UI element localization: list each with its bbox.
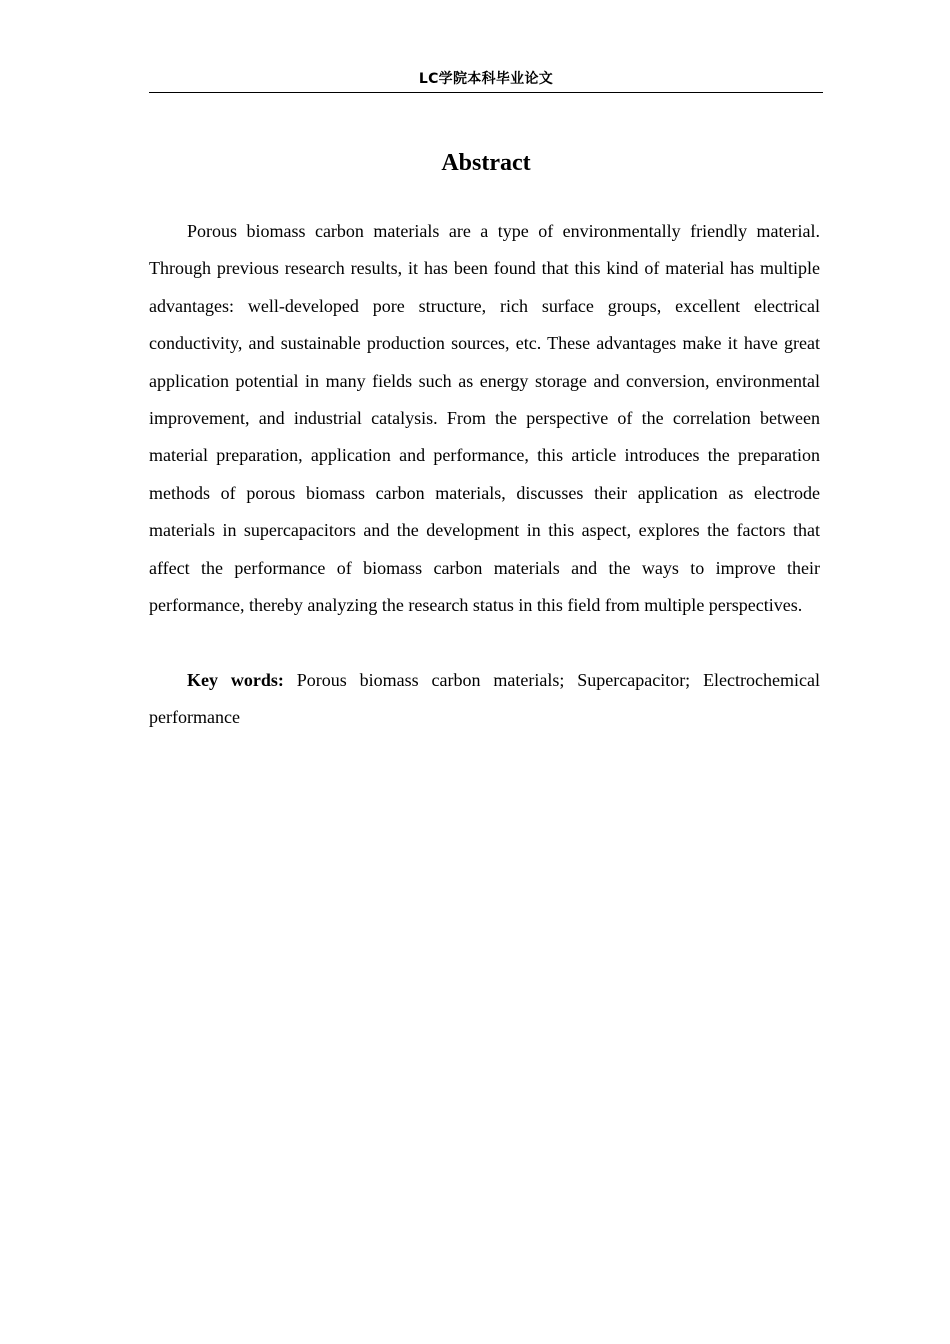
keywords-text: Porous biomass carbon materials; Supercapacitor; Electrochemical performance: [149, 670, 820, 728]
abstract-body: Porous biomass carbon materials are a type of environmentally friendly material. Through previous research results, it has been found that this kind of material has multiple advantages: well-developed pore structure, rich surface groups, excellent electrical conductivity, and sustainable production sources, etc. These advantages make it have great application potential in many fields such as energy storage and conversion, environmental improvement, and industrial catalysis. From the perspective of the correlation between material preparation, application and performance, this article introduces the preparation methods of porous biomass carbon materials, discusses their application as electrode materials in supercapacitors and the development in this aspect, explores the factors that affect the performance of biomass carbon materials and the ways to improve their performance, thereby analyzing the research status in this field from multiple perspectives.: [149, 221, 820, 616]
abstract-heading: Abstract: [441, 150, 531, 176]
keywords-label: Key words:: [187, 670, 284, 690]
page-header: [149, 66, 823, 93]
keywords-paragraph: [149, 662, 820, 737]
header-title: LC学院本科毕业论文: [418, 71, 554, 87]
